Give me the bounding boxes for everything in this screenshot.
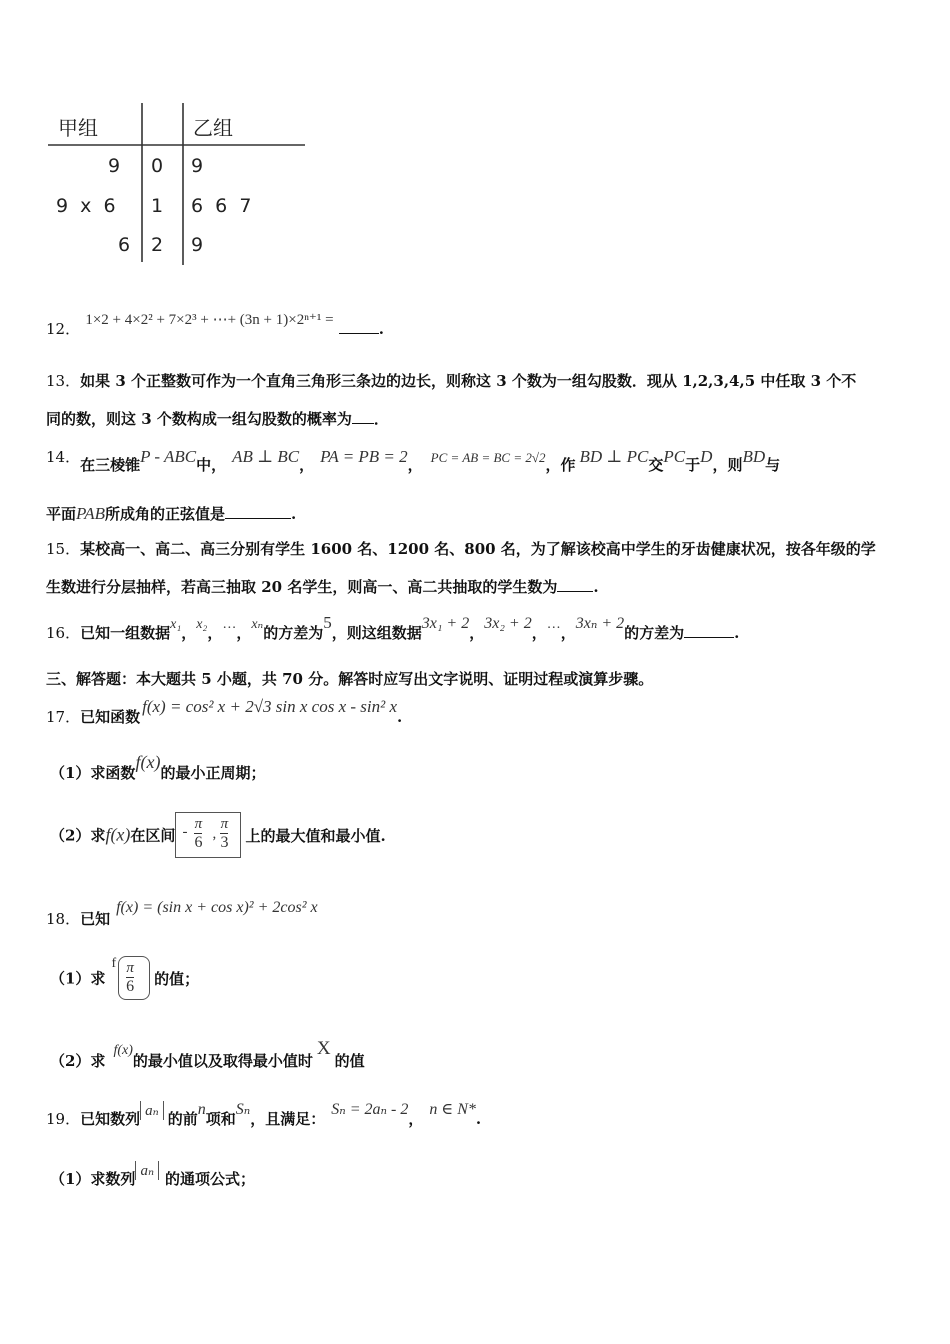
math-x: X [316,1038,331,1059]
answer-blank [352,423,374,424]
left-leaf-row-0: 9 [108,155,121,177]
fraction-pi-over-6 [126,959,134,996]
numerator: π [220,816,229,832]
question-15 [46,538,876,559]
part-label: （1）求数列 [50,1170,136,1188]
text: 已知一组数据 [80,624,171,642]
answer-blank [684,637,734,638]
comma: ， [207,624,223,642]
function-definition: f(x) = (sin x + cos x)² + 2cos² x [116,899,318,916]
text: 在区间 [130,826,176,845]
part-label: （1）求 [50,969,106,988]
part-label: （2）求 [50,1052,106,1070]
text: 平面 [46,505,77,523]
text: ， [299,456,315,474]
right-leaf-row-2: 9 [191,234,204,256]
question-number: 14． [46,448,81,466]
question-number: 18． [46,910,81,928]
question-13 [46,370,856,391]
question-17-part-1 [50,752,266,782]
question-12 [46,312,385,339]
question-14 [46,446,781,474]
math-sequence-an: aₙ [140,1101,164,1120]
period: . [734,624,740,642]
question-text-line-2: 生数进行分层抽样，若高三抽取 20 名学生，则高一、高二共抽取的学生数为 [46,578,558,596]
interval-bracket: - $\frac{\pi}{6}$ , $\frac{\pi}{3}$ [175,812,241,858]
text: ， [408,1110,424,1128]
period: . [397,708,403,726]
section-3-heading: 三、解答题：本大题共 5 小题，共 70 分。解答时应写出文字说明、证明过程或演算步骤。 [46,670,654,688]
question-number: 19． [46,1110,81,1128]
question-text-line-2: 同的数，则这 3 个数构成一组勾股数的概率为 [46,410,352,428]
math-equal-lengths-2: PC = AB = BC = 2√2 [430,450,546,465]
paren-bracket [118,956,150,1000]
answer-blank [557,591,593,592]
left-leaf-row-2: 6 [118,234,131,256]
right-group-header: 乙组 [193,116,233,140]
text: 的方差为 [624,624,685,642]
math-sn: Sₙ [235,1101,251,1118]
math-bd: BD [742,447,766,466]
left-leaf-row-1: 9 x 6 [56,195,116,217]
math-n-in-naturals: n ∈ N* [429,1101,476,1118]
math-f-of-x: f(x) [105,824,131,845]
text: 的最小正周期； [160,764,266,782]
text: 中， [196,456,227,474]
math-x2: x₂ [196,617,208,632]
comma: ， [181,624,197,642]
question-18-part-2 [50,1038,365,1070]
comma: ， [236,624,252,642]
math-n: n [197,1101,206,1118]
question-17 [46,696,403,726]
question-17-part-2 [50,812,386,858]
math-3xn-plus-2: 3xₙ + 2 [575,615,625,632]
period: . [378,320,385,338]
stem-row-2: 2 [151,234,164,256]
right-leaf-row-0: 9 [191,155,204,177]
question-13-line-2 [46,408,389,429]
denominator: 3 [220,834,229,851]
question-text-line-1: 如果 3 个正整数可作为一个直角三角形三条边的边长，则称这 3 个数为一组勾股数．现从 1,2,3,4,5 中任取 3 个不 [80,372,857,390]
minus-sign: - [182,824,188,840]
comma: ， [560,624,576,642]
math-x1: x₁ [170,617,182,632]
text: ，则 [712,456,743,474]
text: 的方差为 [263,624,324,642]
text: 上的最大值和最小值. [245,826,386,845]
math-xn: xₙ [251,617,264,632]
text: 交 [648,456,664,474]
question-15-line-2 [46,576,599,597]
question-16 [46,612,740,642]
math-sequence-an: aₙ [135,1161,159,1180]
numerator: π [194,816,203,832]
fraction-pi-over-6 [194,815,202,852]
question-number: 15． [46,540,81,558]
text: 的值； [154,969,200,988]
right-leaf-row-1: 6 6 7 [191,195,252,217]
text: 已知 [80,910,111,928]
stem-leaf-lines [0,0,950,300]
question-19-part-1 [50,1158,256,1188]
math-ellipsis: … [222,617,237,632]
math-ellipsis: … [546,617,561,632]
math-3x1-plus-2: 3x₁ + 2 [421,615,470,632]
text: ，作 [545,456,576,474]
question-number: 17． [46,708,81,726]
function-definition: f(x) = cos² x + 2√3 sin x cos x - sin² x [142,697,398,716]
period: . [475,1110,482,1128]
text: 所成角的正弦值是 [104,505,225,523]
math-equal-lengths: PA = PB = 2 [320,447,408,466]
math-condition: Sₙ = 2aₙ - 2 [331,1101,409,1118]
text: 于 [685,456,701,474]
math-f-of-x: f(x) [135,752,161,772]
answer-blank [225,518,291,519]
part-label: （2）求 [50,826,106,845]
text: 项和 [205,1110,236,1128]
stem-row-0: 0 [151,155,164,177]
part-label: （1）求函数 [50,764,136,782]
denominator: 6 [126,978,135,995]
question-19 [46,1098,482,1128]
text: 在三棱锥 [80,456,141,474]
question-number: 13． [46,372,81,390]
math-3x2-plus-2: 3x₂ + 2 [484,615,532,632]
question-number: 16． [46,624,81,642]
math-tetrahedron: P - ABC [140,447,197,466]
left-group-header: 甲组 [58,116,98,140]
math-f-of-x: f(x) [113,1043,133,1058]
text: 的最小值以及取得最小值时 [132,1052,313,1070]
text: 已知函数 [80,708,141,726]
math-pc: PC [663,447,686,466]
text: 与 [765,456,781,474]
text: ，且满足： [250,1110,326,1128]
text: 的值 [334,1052,365,1070]
text: 的通项公式； [165,1170,256,1188]
question-18-part-1 [50,956,199,1000]
stem-row-1: 1 [151,195,164,217]
question-14-line-2 [46,503,296,524]
text: 的前 [167,1110,198,1128]
answer-blank [339,333,379,334]
text: ，则这组数据 [331,624,422,642]
text: 已知数列 [80,1110,141,1128]
period: ． [373,410,389,428]
math-bd-perp-pc: BD ⊥ PC [579,447,649,466]
question-text-line-1: 某校高一、高二、高三分别有学生 1600 名、1200 名、800 名，为了解该校高中学生的牙齿健康状况，按各年级的学 [80,540,876,558]
math-plane-pab: PAB [76,504,105,523]
period: . [593,578,599,596]
denominator: 6 [194,834,203,851]
text: ， [407,456,423,474]
math-five: 5 [323,613,332,632]
math-perpendicular: AB ⊥ BC [232,447,300,466]
math-d: D [700,447,713,466]
math-f: f [111,956,117,971]
question-number: 12． [46,320,81,338]
question-18 [46,896,318,928]
comma: ， [469,624,485,642]
comma: ， [531,624,547,642]
numerator: π [126,960,134,976]
fraction-pi-over-3 [220,815,228,852]
series-expression: 1×2 + 4×2² + 7×2³ + ⋯+ (3n + 1)×2ⁿ⁺¹ = [85,312,334,328]
period: . [291,505,297,523]
